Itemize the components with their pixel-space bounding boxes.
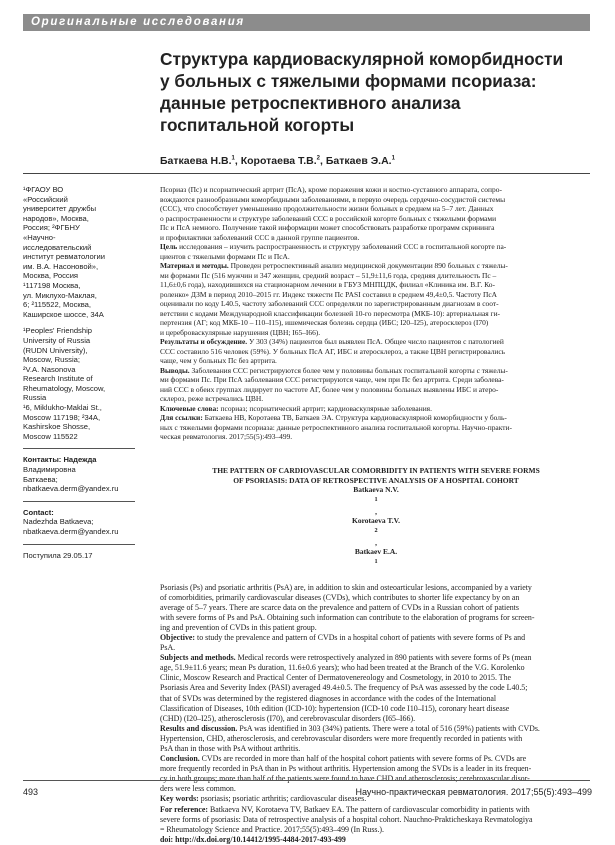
affil-line: ¹ФГАОУ ВО [23,185,64,194]
abstract-line: severe forms of psoriasis: Data of retrospective analysis of a hospital cohort. Nauchno-Prakticheskaya Revmatologiya [160,814,533,824]
abstract-line: чаще, чем у больных Пс без артрита. [160,356,277,365]
affil-line: институт ревматологии [23,252,106,262]
footer-divider [23,780,590,781]
author-affil-mark: 1 [391,155,395,162]
abstract-line [160,366,592,376]
author-name: Баткаева Н.В. [160,155,232,167]
abstract-line: Пс и ПсА немного. Получение такой информации может способствовать разработке программ скрининга [160,223,495,232]
english-title-line: THE PATTERN OF CARDIOVASCULAR COMORBIDITY IN PATIENTS WITH SEVERE FORMS [212,466,540,475]
affil-line: «Научно- [23,232,56,242]
section-text: псориаз; псориатический артрит; кардиоваскулярные заболевания. [218,403,432,413]
affil-line: ул. Миклухо-Маклая, [23,290,97,300]
page-number: 493 [23,787,39,797]
author-separator: , [375,506,377,516]
section-label: Conclusion. [160,754,200,764]
abstract-line [160,633,592,643]
section-text: Заболевания ССС регистрируются более чем у половины больных госпитальной когорты с тяжелы- [189,365,508,375]
abstract-line: роленко» ДЗМ в период 2010–2015 гг. Индекс тяжести Пс PASI составил в среднем 49,4±0,5. Частоту ПсА [160,289,498,299]
section-text: psoriasis; psoriatic arthritis; cardiovascular diseases. [198,794,367,804]
affil-line: им. В.А. Насоновой», [23,261,99,271]
abstract-line: of comorbidities, primarily cardiovascular diseases (CVDs), which contributes to shorter life expectancy by on an [160,592,520,602]
abstract-line: ders were less common. [160,784,236,794]
contact-line: Nadezhda Batkaeva; [23,517,94,527]
section-label: Цель [160,242,178,251]
section-header-bar [23,14,590,31]
author-name: Batkaeva N.V. [353,485,399,494]
author-separator: , [320,155,326,167]
abstract-ru [160,185,592,442]
title-line: у больных с тяжелыми формами псориаза: [160,71,537,91]
abstract-line: age, 51.9±11.6 years; mean Ps duration, 11.6±0.6 years); who had been treated at the Branch of the V.G. Korolenko [160,663,525,673]
abstract-line: = Rheumatology Science and Practice. 2017;55(5):493–499 (In Russ.). [160,824,385,834]
section-label: For reference: [160,804,208,814]
abstract-line [160,653,592,663]
affil-line: University of Russia [23,335,91,345]
affil-line: Russia [23,393,47,403]
section-label: Ключевые слова: [160,403,219,413]
section-text: Проведен ретроспективный анализ медицинской документации 890 больных с тяжелы- [228,261,508,270]
contact-label: Контакты: Надежда [23,455,97,465]
title-line: данные ретроспективного анализа [160,93,461,113]
abstract-line: ССС составило 516 человек (59%). У больных ПсА АГ, ИБС и атеросклероз, а также ЦВН регистрировались [160,346,506,356]
affiliation-ru [23,185,143,319]
section-text: CVDs are recorded in more than half of the hospital cohort patients with severe forms of Ps. CVDs are [199,754,527,764]
abstract-line: ing and prevention of CVDs in this patient group. [160,622,317,632]
section-label: Результаты и обсуждение. [160,337,248,346]
section-label: Материал и методы. [160,261,229,270]
affil-line: Каширское шоссе, 34А [23,309,104,319]
affil-line: ¹117198 Москва, [23,280,81,290]
english-title-line: OF PSORIASIS: DATA OF RETROSPECTIVE ANALYSIS OF A HOSPITAL COHORT [233,475,519,485]
abstract-line: ческая ревматология. 2017;55(5):493–499. [160,432,293,441]
abstract-line: ми формами Пс. При ПсА заболевания ССС регистрируются чаще, чем при Пс без артрита. Среди заболева- [160,375,504,384]
affil-line: Москва, Россия [23,271,79,281]
abstract-line: Psoriasis Area and Severity Index (PASI) averaged 49.4±0.5. The frequency of PsA was assessed by the code L40.5; [160,683,528,693]
abstract-line: ний ССС в обеих группах лидирует по частоте АГ, более чем у половины больных выявлены ИБС и атеро- [160,384,499,394]
author-affil-mark: 1 [374,557,378,565]
abstract-line: Hypertension, CHD, atherosclerosis, and cerebrovascular disorders were more frequently recorded in patients with [160,733,523,743]
author-name: Баткаев Э.А. [325,155,392,167]
abstract-line [160,261,592,271]
english-abstract-body [160,583,592,845]
section-label: Для ссылки: [160,413,203,422]
affil-line: ¹6, Miklukho-Maklai St., [23,403,102,413]
author-separator: , [375,537,377,547]
abstract-line: и профилактики заболеваний ССС в данной группе пациентов. [160,232,360,242]
abstract-line: склероз, реже встречались ЦВН. [160,394,264,403]
abstract-line: cy in both groups; more than half of the patients were found to have CHD and atherosclerosis; cerebrovascular disor- [160,774,530,784]
author-name: Коротаева Т.В. [240,155,317,167]
affil-line: Moscow 115522 [23,431,78,441]
contact-line: Баткаева; [23,474,58,484]
section-label: Выводы. [160,365,190,375]
article-title [160,48,600,136]
abstract-line: оценивали по коду L40.5, частоту заболеваний ССС определяли по зарегистрированным диагнозам в соот- [160,299,499,308]
contact-line: Владимировна [23,465,76,475]
author-name: Batkaev E.A. [354,547,398,556]
affil-line: университет дружбы [23,204,97,214]
affil-line: 6; ²115522, Москва, [23,300,92,310]
affiliation-en [23,326,143,441]
abstract-line: PsA than in those with PsA without arthritis. [160,744,301,753]
section-text: исследования – изучить распространенность и структуру заболеваний ССС в госпитальной когорте па- [177,242,507,251]
abstract-line: 11,6±0,6 года), находившихся на стационарном лечении в ГБУЗ МНПЦДК, филиал «Клиника им. В.Г. Ко- [160,280,495,289]
abstract-line: more frequently recorded in PsA than in Ps without arthritis. Hypertension among the SVDs is a leader in its frequen- [160,764,532,774]
section-label: Results and discussion. [160,723,238,733]
received-date [23,551,143,561]
section-text: PsA was identified in 303 (34%) patients. There were a total of 516 (59%) patients with CVDs. [237,723,540,733]
section-text: Batkaeva NV, Korotaeva TV, Batkaev EA. The pattern of cardiovascular comorbidity in patients with [207,804,530,814]
abstract-line: (ССС), что способствует уменьшению продолжительности жизни больных в среднем на 5–7 лет. Данных [160,204,494,213]
author-affil-mark: 1 [374,495,378,503]
affil-line: (RUDN University), [23,345,88,355]
abstract-line [160,337,592,347]
title-line: госпитальной когорты [160,115,355,135]
contact-ru [23,455,143,493]
section-label: Оригинальные исследования [31,16,245,28]
abstract-line: PsA. [160,643,176,653]
affil-line: народов», Москва, [23,213,89,223]
abstract-line [160,404,592,414]
abstract-line: with severe forms of Ps and PsA. Obtaining such information can contribute to the elaboration of programs for screen- [160,612,535,622]
author-affil-mark: 1 [231,155,235,162]
section-label: Key words: [160,794,199,804]
doi-link[interactable]: doi: http://dx.doi.org/10.14412/1995-4484-2017-493-499 [160,834,346,844]
affil-line: Moscow 117198; ²34A, [23,412,101,422]
sidebar-divider [23,544,135,545]
english-author-list [160,485,592,569]
abstract-line: that of SVDs was determined by the registered diagnoses in accordance with the codes of the International [160,693,497,703]
abstract-line: ми формами Пс (516 мужчин и 347 женщин, средний возраст – 51,9±11,6 года, средняя длительность Пс – [160,270,497,280]
author-separator: , [234,155,241,167]
section-text: Баткаева НВ, Коротаева ТВ, Баткаев ЭА. Структура кардиоваскулярной коморбидности у боль- [202,413,507,422]
section-text: У 303 (34%) пациентов был выявлен ПсА. Общее число пациентов с патологией [247,337,504,346]
section-text: to study the prevalence and pattern of CVDs in a hospital cohort of patients with severe forms of Ps and [195,632,526,642]
affil-line: Kashirskoe Shosse, [23,422,91,432]
sidebar [23,185,143,567]
section-label: Subjects and methods. [160,653,236,663]
affil-line: ¹Peoples' Friendship [23,326,92,336]
abstract-line [160,805,592,815]
abstract-line: вождаются разнообразными коморбидными заболеваниями, в первую очередь сердечно-сосудистой системы [160,194,506,204]
section-text: Medical records were retrospectively analyzed in 890 patients with severe forms of Ps (mean [235,653,532,663]
abstract-line: average of 5–7 years. There are scarce data on the prevalence and pattern of CVDs in a Russian cohort of patients [160,602,519,612]
affil-line: ²V.A. Nasonova [23,364,76,374]
sidebar-divider [23,448,135,449]
abstract-line [160,242,592,252]
abstract-line: пертензия (АГ; код МКБ-10 – I10–I15), ишемическая болезнь сердца (ИБС; I20–I25), атеросклероз (I70) [160,318,489,327]
abstract-line: Псориаз (Пс) и псориатический артрит (ПсА), кроме поражения кожи и костно-суставного аппарата, сопро- [160,185,502,194]
affil-line: Rheumatology, Moscow, [23,383,106,393]
author-affil-mark: 2 [374,526,378,534]
author-list [160,155,395,167]
author-name: Korotaeva T.V. [352,516,400,525]
abstract-line [160,724,592,734]
title-line: Структура кардиоваскулярной коморбидности [160,49,564,69]
affil-line: Moscow, Russia; [23,355,80,365]
contact-email-link[interactable]: nbatkaeva.derm@yandex.ru [23,484,119,494]
english-title [160,466,592,569]
author-affil-mark: 2 [316,155,321,162]
abstract-line: Psoriasis (Ps) and psoriatic arthritis (PsA) are, in addition to skin and osteoarticular lesions, accompanied by a variety [160,582,532,592]
section-label: Objective: [160,632,196,642]
title-divider [23,173,590,174]
contact-email-link[interactable]: nbatkaeva.derm@yandex.ru [23,527,119,536]
affil-line: исследовательский [23,242,92,252]
abstract-line [160,413,592,423]
journal-citation: Научно-практическая ревматология. 2017;55(5):493–499 [355,787,592,797]
received-text: Поступила 29.05.17 [23,550,93,560]
abstract-line: циентов с тяжелыми формами Пс и ПсА. [160,251,290,261]
abstract-line: о распространенности и структуре заболеваний ССС в российской когорте больных с тяжелыми формами [160,213,497,223]
affil-line: Россия; ²ФГБНУ [23,223,80,233]
abstract-line: ных с тяжелыми формами псориаза: данные ретроспективного анализа госпитальной когорты. Научно-практи- [160,422,512,432]
contact-en [23,508,143,537]
affil-line: «Российский [23,194,68,204]
affil-line: Research Institute of [23,374,93,384]
abstract-line: Classification of Diseases, 10th edition (ICD-10): hypertension (ICD-10 code I10–I15), coronary heart disease [160,703,510,713]
abstract-line: и цереброваскулярные нарушения (ЦВН; I65–I66). [160,327,321,337]
contact-label: Contact: [23,507,54,517]
abstract-line: ветствии с кодами Международной классификации болезней 10-го пересмотра (МКБ-10): артериальная ги- [160,308,501,318]
abstract-line: Clinic, Moscow Research and Practical Center of Dermatovenereology and Cosmetology, in 2010 to 2015. The [160,673,512,683]
abstract-line [160,754,592,764]
sidebar-divider [23,501,135,502]
abstract-line: (CHD) (I20–I25), atherosclerosis (I70), and cerebrovascular disorders (I65–I66). [160,713,416,723]
